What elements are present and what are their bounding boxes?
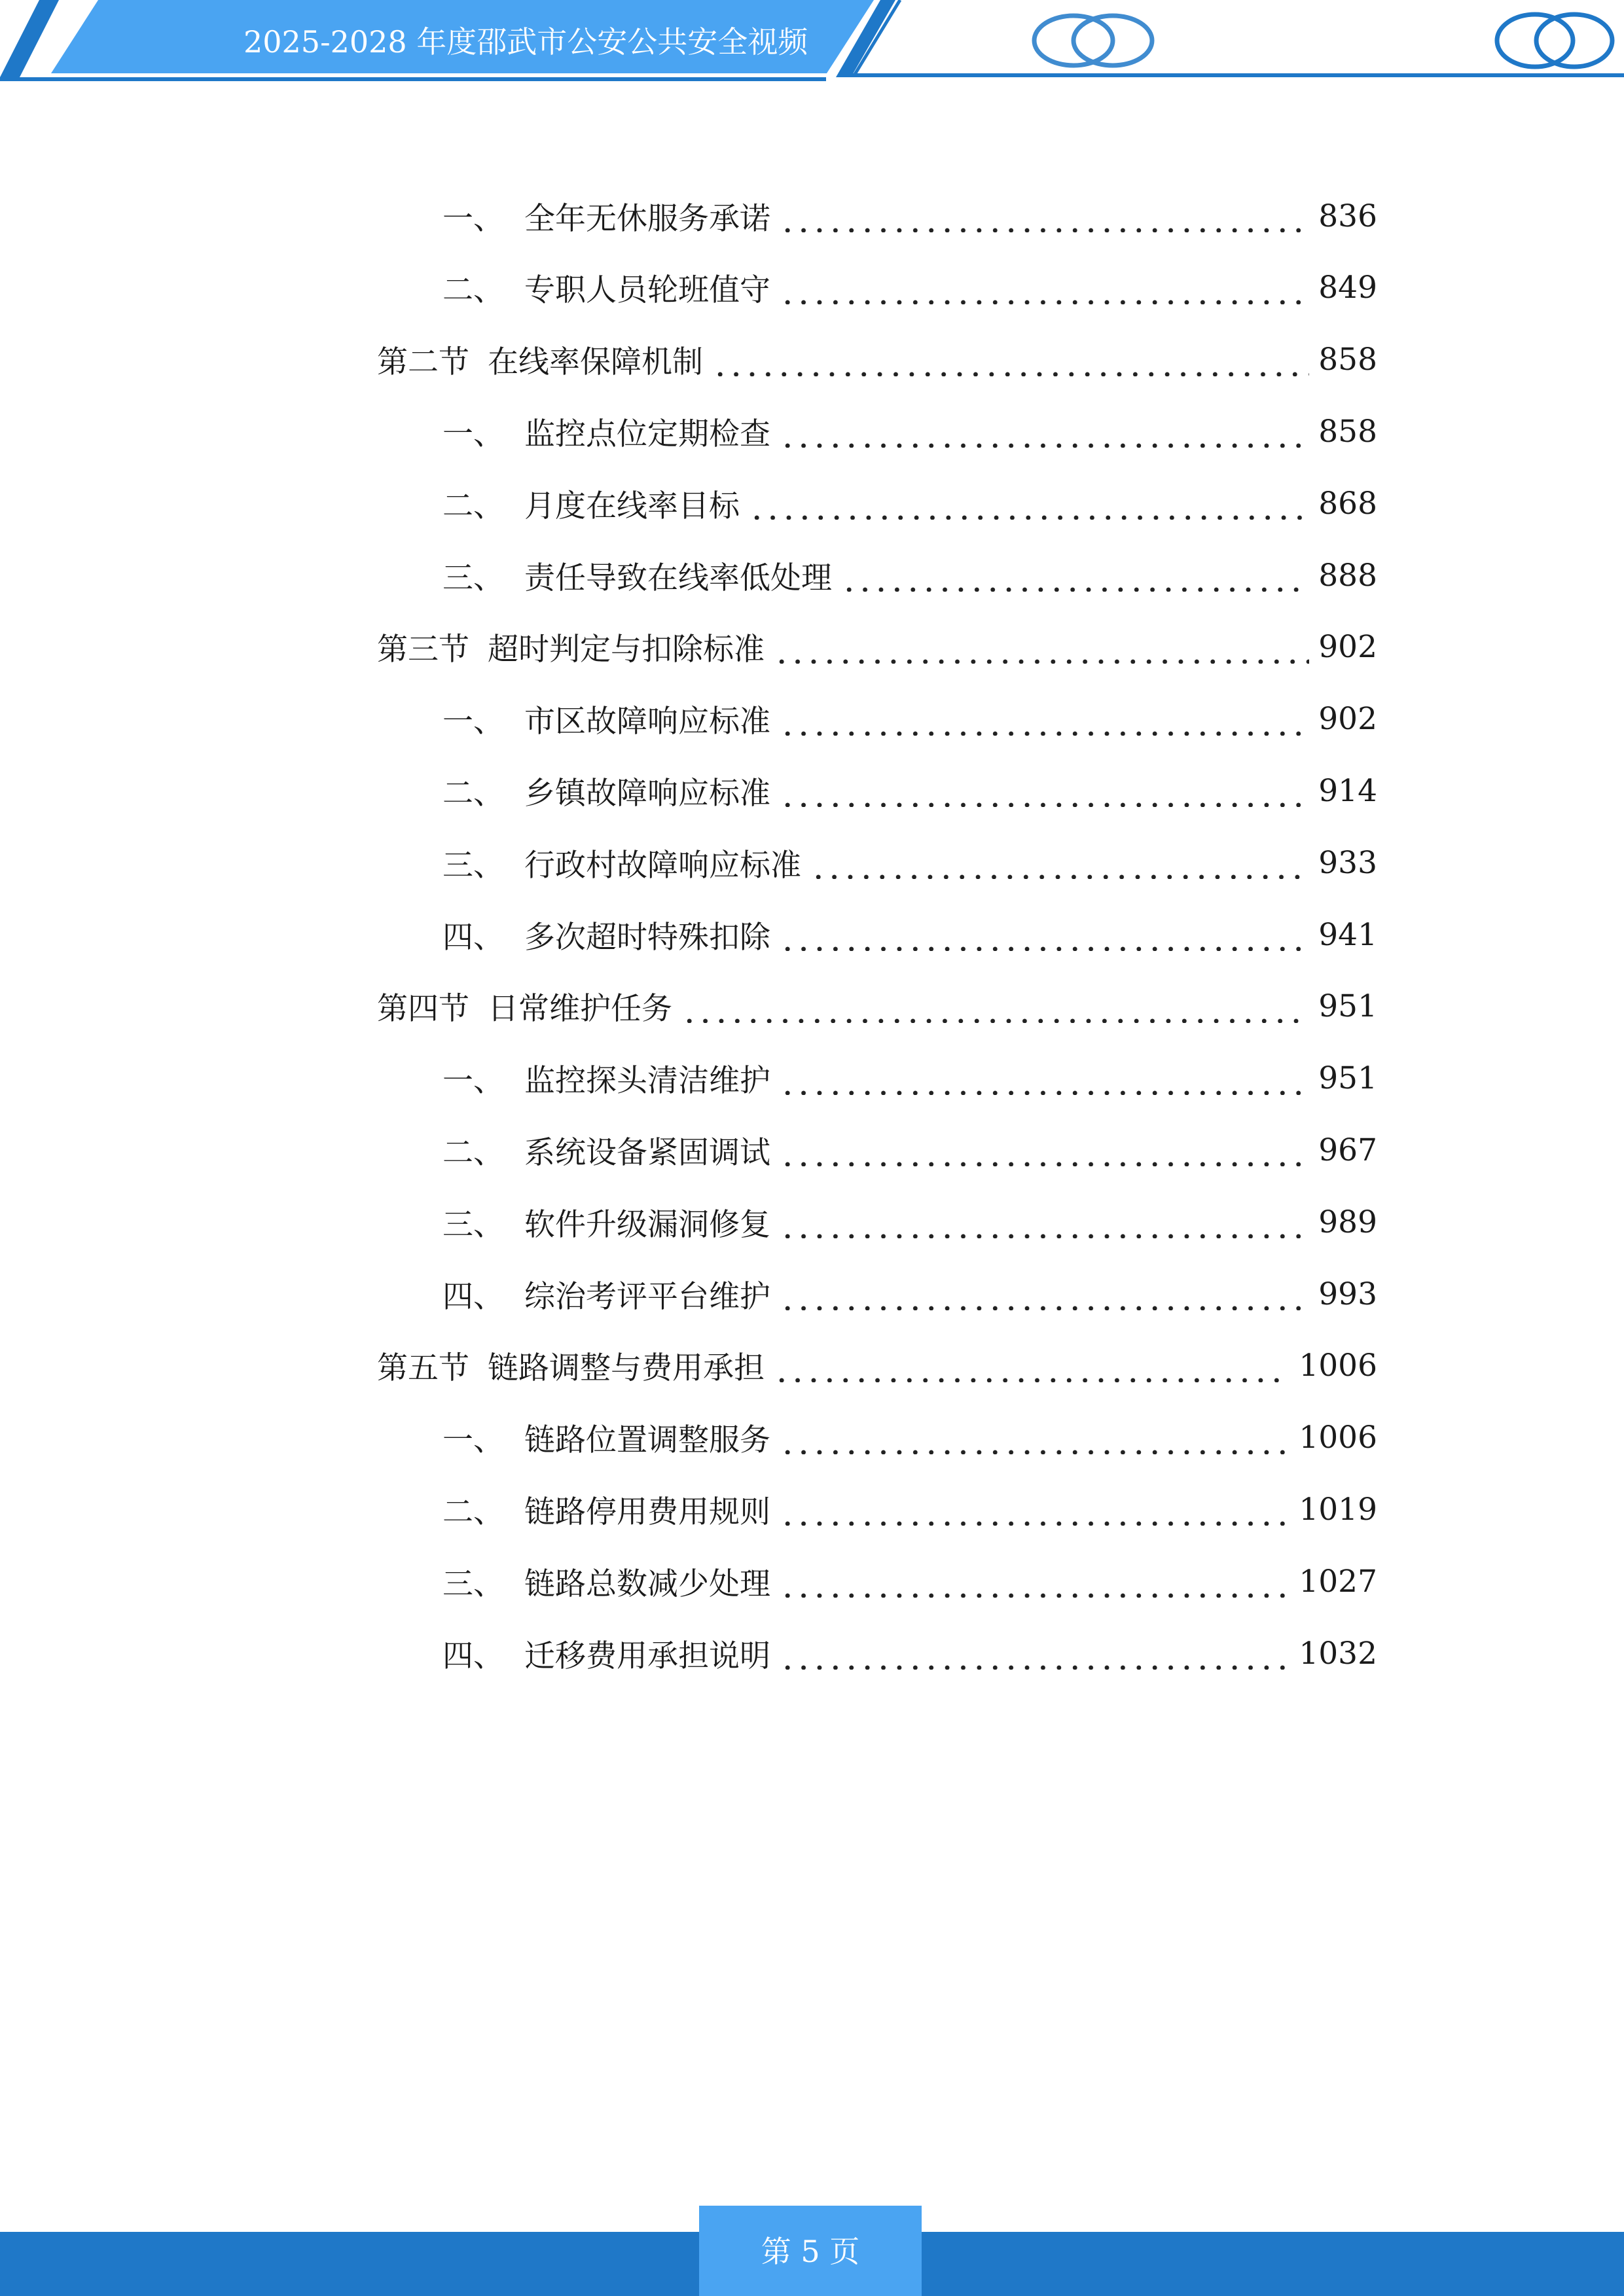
toc-dot-leader bbox=[780, 774, 1309, 807]
toc-entry-page: 951 bbox=[1318, 988, 1377, 1025]
toc-entry-title: 监控点位定期检查 bbox=[524, 416, 770, 452]
toc-entry[interactable] bbox=[442, 693, 1377, 745]
toc-entry-title: 超时判定与扣除标准 bbox=[488, 632, 765, 668]
toc-entry-page: 849 bbox=[1318, 270, 1377, 306]
toc-entry[interactable] bbox=[442, 405, 1377, 457]
toc-entry-number: 二、 bbox=[442, 488, 504, 524]
toc-entry[interactable] bbox=[442, 190, 1377, 242]
toc-dot-leader bbox=[681, 990, 1309, 1023]
toc-entry-title: 乡镇故障响应标准 bbox=[524, 775, 770, 812]
toc-entry-page: 1019 bbox=[1299, 1491, 1377, 1528]
toc-entry-number: 三、 bbox=[442, 560, 504, 596]
toc-entry-page: 993 bbox=[1318, 1276, 1377, 1312]
toc-section-entry[interactable] bbox=[377, 1340, 1377, 1392]
toc-dot-leader bbox=[774, 1350, 1290, 1382]
toc-entry-number: 一、 bbox=[442, 704, 504, 740]
toc-entry-page: 1006 bbox=[1299, 1420, 1377, 1456]
toc-entry-number: 四、 bbox=[442, 919, 504, 956]
toc-entry-number: 三、 bbox=[442, 847, 504, 884]
toc-entry-title: 全年无休服务承诺 bbox=[524, 200, 770, 237]
toc-entry[interactable] bbox=[442, 1196, 1377, 1248]
toc-entry-page: 858 bbox=[1318, 413, 1377, 450]
toc-entry-title: 专职人员轮班值守 bbox=[524, 272, 770, 309]
toc-entry-page: 933 bbox=[1318, 844, 1377, 881]
toc-dot-leader bbox=[810, 846, 1309, 879]
toc-dot-leader bbox=[780, 1062, 1309, 1095]
toc-entry-title: 综治考评平台维护 bbox=[524, 1278, 770, 1315]
toc-entry[interactable] bbox=[442, 549, 1377, 601]
toc-dot-leader bbox=[749, 487, 1309, 520]
toc-entry-page: 914 bbox=[1318, 772, 1377, 809]
toc-entry-page: 1032 bbox=[1299, 1635, 1377, 1672]
toc-entry-title: 在线率保障机制 bbox=[488, 344, 703, 381]
toc-entry-page: 951 bbox=[1318, 1060, 1377, 1097]
toc-entry[interactable] bbox=[442, 1555, 1377, 1607]
toc-entry[interactable] bbox=[442, 1412, 1377, 1464]
toc-section-entry[interactable] bbox=[377, 621, 1377, 673]
toc-entry-page: 989 bbox=[1318, 1204, 1377, 1240]
toc-dot-leader bbox=[780, 703, 1309, 736]
toc-entry-number: 第二节 bbox=[377, 344, 469, 381]
toc-entry-title: 链路位置调整服务 bbox=[524, 1422, 770, 1459]
toc-entry-page: 836 bbox=[1318, 198, 1377, 234]
toc-entry[interactable] bbox=[442, 1483, 1377, 1535]
toc-entry-title: 市区故障响应标准 bbox=[524, 704, 770, 740]
toc-dot-leader bbox=[841, 559, 1309, 592]
toc-entry-number: 二、 bbox=[442, 1134, 504, 1171]
toc-dot-leader bbox=[780, 1637, 1290, 1670]
page-header bbox=[0, 0, 1624, 85]
toc-entry[interactable] bbox=[442, 477, 1377, 529]
toc-entry-number: 二、 bbox=[442, 272, 504, 309]
toc-entry-number: 二、 bbox=[442, 775, 504, 812]
toc-entry-number: 四、 bbox=[442, 1638, 504, 1674]
toc-dot-leader bbox=[780, 200, 1309, 232]
toc-entry[interactable] bbox=[442, 908, 1377, 961]
toc-entry[interactable] bbox=[442, 1268, 1377, 1320]
toc-entry-title: 多次超时特殊扣除 bbox=[524, 919, 770, 956]
logo-rings bbox=[1497, 14, 1612, 67]
toc-dot-leader bbox=[780, 415, 1309, 448]
toc-dot-leader bbox=[780, 1565, 1290, 1598]
toc-entry[interactable] bbox=[442, 1124, 1377, 1176]
toc-entry-title: 迁移费用承担说明 bbox=[524, 1638, 770, 1674]
toc-entry-page: 967 bbox=[1318, 1132, 1377, 1168]
toc-dot-leader bbox=[774, 631, 1309, 664]
toc-entry-number: 一、 bbox=[442, 1422, 504, 1459]
toc-dot-leader bbox=[780, 1206, 1309, 1238]
toc-entry-number: 三、 bbox=[442, 1566, 504, 1602]
toc-entry-number: 一、 bbox=[442, 1063, 504, 1100]
toc-entry-page: 902 bbox=[1318, 701, 1377, 738]
toc-section-entry[interactable] bbox=[377, 334, 1377, 386]
toc-entry[interactable] bbox=[442, 1627, 1377, 1679]
toc-entry-page: 1006 bbox=[1299, 1348, 1377, 1384]
toc-entry-page: 858 bbox=[1318, 342, 1377, 378]
toc-dot-leader bbox=[780, 1278, 1309, 1310]
toc-dot-leader bbox=[780, 1493, 1290, 1526]
toc-entry-number: 第五节 bbox=[377, 1350, 469, 1387]
toc-entry-title: 监控探头清洁维护 bbox=[524, 1063, 770, 1100]
toc-entry-title: 行政村故障响应标准 bbox=[524, 847, 801, 884]
document-title: 2025-2028 年度邵武市公安公共安全视频 bbox=[244, 24, 808, 60]
toc-dot-leader bbox=[780, 1422, 1290, 1454]
toc-entry-page: 868 bbox=[1318, 485, 1377, 522]
toc-dot-leader bbox=[780, 1134, 1309, 1166]
toc-entry-number: 四、 bbox=[442, 1278, 504, 1315]
toc-entry[interactable] bbox=[442, 262, 1377, 314]
toc-dot-leader bbox=[712, 344, 1309, 376]
toc-entry-number: 二、 bbox=[442, 1494, 504, 1530]
page-number: 第 5 页 bbox=[761, 2234, 860, 2269]
toc-dot-leader bbox=[780, 918, 1309, 951]
toc-entry-number: 一、 bbox=[442, 416, 504, 452]
logo-rings-faded bbox=[1034, 16, 1152, 65]
toc-section-entry[interactable] bbox=[377, 980, 1377, 1033]
toc-dot-leader bbox=[780, 272, 1309, 304]
toc-entry-page: 902 bbox=[1318, 629, 1377, 666]
toc-entry-number: 第四节 bbox=[377, 991, 469, 1028]
toc-entry-title: 链路调整与费用承担 bbox=[488, 1350, 765, 1387]
toc-entry-number: 一、 bbox=[442, 200, 504, 237]
toc-entry-title: 月度在线率目标 bbox=[524, 488, 740, 524]
toc-entry-title: 责任导致在线率低处理 bbox=[524, 560, 832, 596]
toc-entry-page: 1027 bbox=[1299, 1563, 1377, 1600]
toc-entry-title: 软件升级漏洞修复 bbox=[524, 1206, 770, 1243]
toc-entry[interactable] bbox=[442, 1052, 1377, 1105]
toc-entry[interactable] bbox=[442, 836, 1377, 889]
toc-entry[interactable] bbox=[442, 764, 1377, 817]
toc-entry-title: 日常维护任务 bbox=[488, 991, 672, 1028]
toc-entry-page: 888 bbox=[1318, 557, 1377, 594]
toc-entry-title: 链路总数减少处理 bbox=[524, 1566, 770, 1602]
toc-entry-number: 三、 bbox=[442, 1206, 504, 1243]
toc-entry-page: 941 bbox=[1318, 916, 1377, 953]
toc-entry-title: 链路停用费用规则 bbox=[524, 1494, 770, 1530]
toc-entry-title: 系统设备紧固调试 bbox=[524, 1134, 770, 1171]
toc-entry-number: 第三节 bbox=[377, 632, 469, 668]
